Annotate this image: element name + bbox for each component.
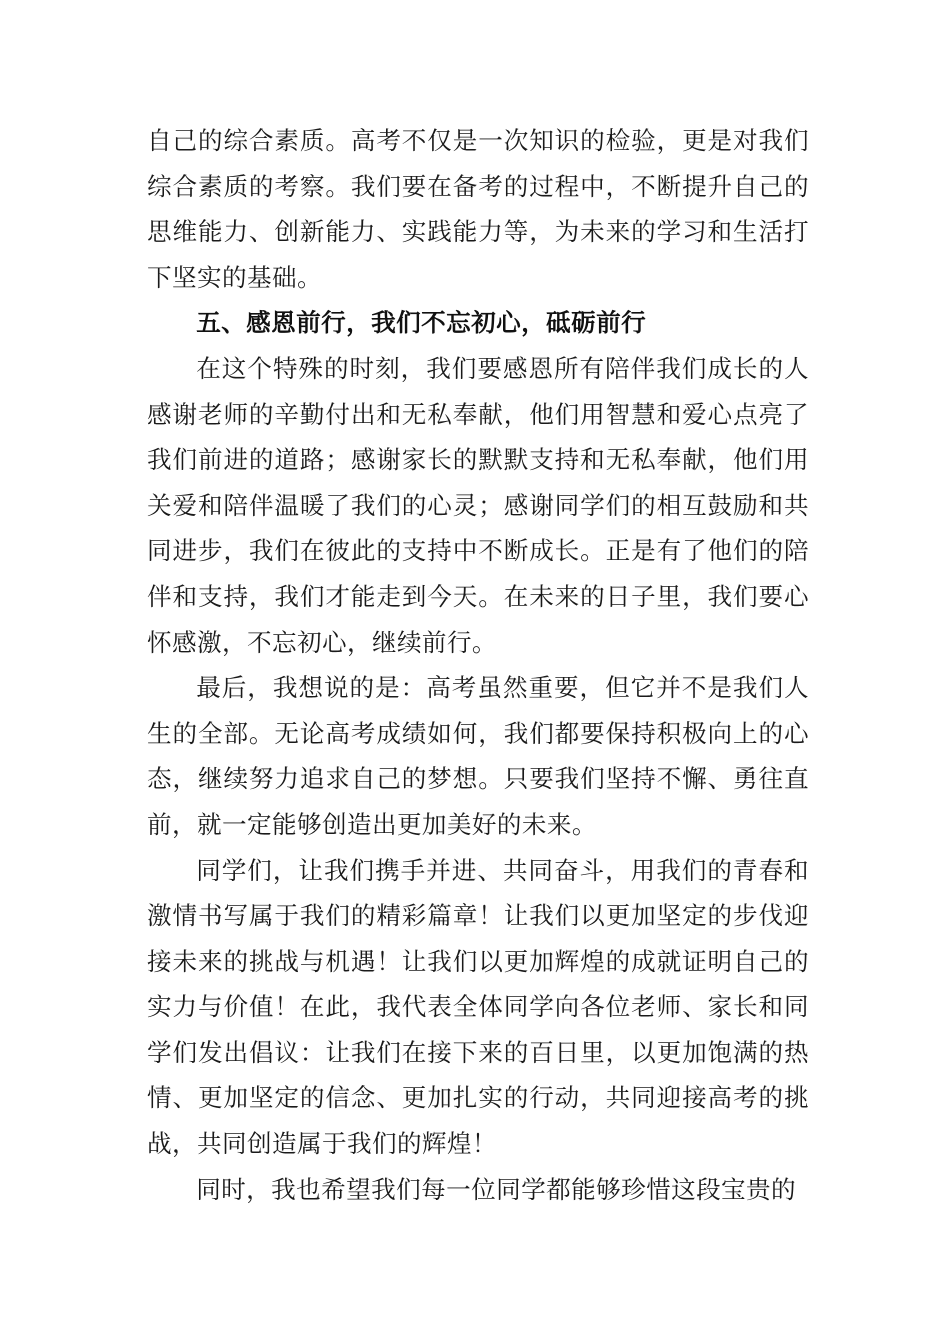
section-heading: 五、感恩前行，我们不忘初心，砥砺前行 (196, 308, 647, 338)
document-body (147, 118, 809, 1212)
paragraph-classmates: 同学们，让我们携手并进、共同奋斗，用我们的青春和激情书写属于我们的精彩篇章！让我们以更加坚定的步伐迎接未来的挑战与机遇！让我们以更加辉煌的成就证明自己的实力与价值！在此，我代表全体同学向各位老师、家长和同学们发出倡议：让我们在接下来的百日里，以更加饱满的热情、更加坚定的信念、更加扎实的行动，共同迎接高考的挑战，共同创造属于我们的辉煌！ (147, 855, 809, 1159)
paragraph-gratitude: 在这个特殊的时刻，我们要感恩所有陪伴我们成长的人感谢老师的辛勤付出和无私奉献，他们用智慧和爱心点亮了我们前进的道路；感谢家长的默默支持和无私奉献，他们用关爱和陪伴温暖了我们的心灵；感谢同学们的相互鼓励和共同进步，我们在彼此的支持中不断成长。正是有了他们的陪伴和支持，我们才能走到今天。在未来的日子里，我们要心怀感激，不忘初心，继续前行。 (147, 353, 809, 657)
paragraph-finally: 最后，我想说的是：高考虽然重要，但它并不是我们人生的全部。无论高考成绩如何，我们都要保持积极向上的心态，继续努力追求自己的梦想。只要我们坚持不懈、勇往直前，就一定能够创造出更加美好的未来。 (147, 673, 809, 839)
paragraph-continued: 自己的综合素质。高考不仅是一次知识的检验，更是对我们综合素质的考察。我们要在备考的过程中，不断提升自己的思维能力、创新能力、实践能力等，为未来的学习和生活打下坚实的基础。 (147, 126, 809, 292)
paragraph-meanwhile: 同时，我也希望我们每一位同学都能够珍惜这段宝贵的 (196, 1174, 797, 1204)
